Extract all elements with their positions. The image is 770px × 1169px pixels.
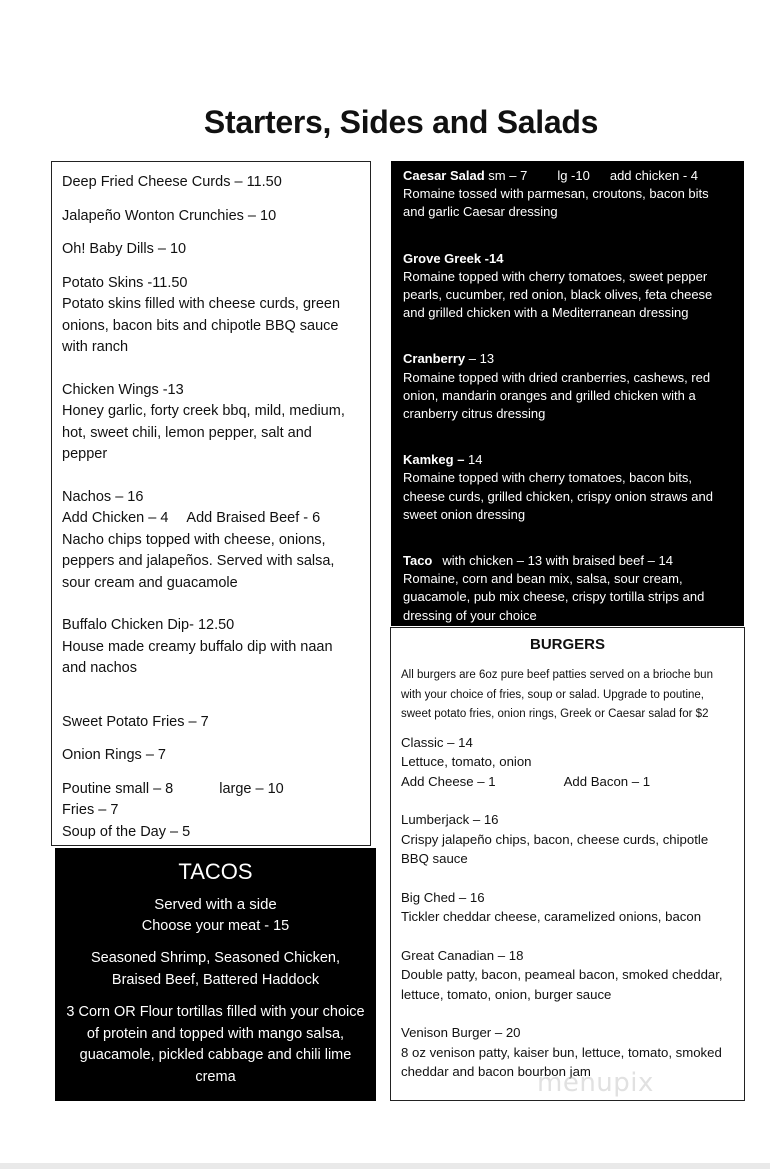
poutine-large: large – 10 <box>219 780 284 797</box>
salad-caesar-add: add chicken - 4 <box>609 168 699 183</box>
menupix-watermark: menupix <box>537 1068 654 1098</box>
nachos-addon-chicken: Add Chicken – 4 <box>62 510 169 526</box>
menu-item-nachos-desc: Nacho chips topped with cheese, onions, peppers and jalapeños. Served with salsa, sour cream and guacamole <box>62 531 335 591</box>
salad-cranberry-desc: Romaine topped with dried cranberries, cashews, red onion, mandarin oranges and grilled chicken with a cranberry citrus dressing <box>403 369 711 422</box>
menu-item-fries: Fries – 7 <box>62 802 119 818</box>
tacos-desc: 3 Corn OR Flour tortillas filled with your choice of protein and topped with mango salsa, guacamole, pickled cabbage and chili lime crema <box>66 1004 365 1085</box>
tacos-served: Served with a side <box>154 896 277 913</box>
salad-greek-name: Grove Greek -14 <box>403 250 504 266</box>
tacos-box <box>55 848 376 1101</box>
salad-kamkeg-price: 14 <box>468 452 483 468</box>
tacos-served-block <box>65 894 366 937</box>
menu-item-dills: Oh! Baby Dills – 10 <box>62 241 187 257</box>
nachos-addon-beef: Add Braised Beef - 6 <box>186 510 321 526</box>
menu-item-poutine <box>62 779 360 801</box>
tacos-desc-block <box>65 1002 366 1088</box>
burger-great-canadian-name: Great Canadian – 18 <box>401 947 524 963</box>
poutine-small: Poutine small – 8 <box>62 780 174 797</box>
burgers-intro: All burgers are 6oz pure beef patties served on a brioche bun with your choice of fries, soup or salad. Upgrade to poutine, sweet potato fries, onion rings, Greek or Caesar salad for $2 <box>401 669 713 721</box>
burger-classic-add-bacon: Add Bacon – 1 <box>563 773 651 789</box>
burger-classic-name: Classic – 14 <box>401 734 473 750</box>
salad-cranberry-name: Cranberry <box>403 351 466 367</box>
menu-item-buffalo-dip: Buffalo Chicken Dip- 12.50 <box>62 617 235 633</box>
burger-classic-add-cheese: Add Cheese – 1 <box>401 773 496 789</box>
salad-caesar <box>403 167 732 222</box>
salad-taco-prices: with chicken – 13 with braised beef – 14 <box>442 553 673 569</box>
burger-venison-name: Venison Burger – 20 <box>401 1025 521 1041</box>
salad-caesar-sm: sm – 7 <box>488 168 528 183</box>
tacos-choose: Choose your meat - 15 <box>141 917 290 934</box>
burger-venison-desc: 8 oz venison patty, kaiser bun, lettuce, tomato, smoked cheddar and bacon bourbon jam <box>401 1044 722 1080</box>
burgers-heading: BURGERS <box>529 636 605 653</box>
salad-kamkeg-desc: Romaine topped with cherry tomatoes, bacon bits, cheese curds, grilled chicken, crispy onion straws and sweet onion dressing <box>403 470 713 522</box>
tacos-meats-block <box>65 948 366 991</box>
starters-box <box>51 161 371 846</box>
salad-caesar-lg: lg -10 <box>557 168 590 183</box>
burger-lumberjack-desc: Crispy jalapeño chips, bacon, cheese curds, chipotle BBQ sauce <box>401 831 709 867</box>
burger-big-ched-desc: Tickler cheddar cheese, caramelized onions, bacon <box>401 909 702 925</box>
burger-great-canadian-desc: Double patty, bacon, peameal bacon, smoked cheddar, lettuce, tomato, onion, burger sauce <box>401 967 723 1002</box>
salad-taco <box>403 552 732 625</box>
page-title: Starters, Sides and Salads <box>203 104 599 140</box>
menu-item-soup: Soup of the Day – 5 <box>62 823 191 840</box>
tacos-heading: TACOS <box>178 859 253 884</box>
burgers-box <box>390 627 745 1101</box>
tacos-meats: Seasoned Shrimp, Seasoned Chicken, Braised Beef, Battered Haddock <box>90 950 341 988</box>
burger-lumberjack <box>401 810 734 869</box>
salad-kamkeg <box>403 451 732 524</box>
menu-item-buffalo-dip-desc: House made creamy buffalo dip with naan and nachos <box>62 638 333 676</box>
salad-caesar-desc: Romaine tossed with parmesan, croutons, bacon bits and garlic Caesar dressing <box>403 186 709 220</box>
salad-kamkeg-name: Kamkeg – <box>403 452 465 468</box>
menu-item-nachos: Nachos – 16 <box>62 488 144 505</box>
burger-great-canadian <box>401 946 734 1005</box>
salad-greek <box>403 250 732 323</box>
menu-item-onion-rings: Onion Rings – 7 <box>62 747 166 763</box>
burger-classic <box>401 733 734 792</box>
menu-item-wonton: Jalapeño Wonton Crunchies – 10 <box>62 207 277 224</box>
salad-caesar-name: Caesar Salad <box>403 168 485 183</box>
burger-lumberjack-name: Lumberjack – 16 <box>401 812 499 828</box>
menu-item-nachos-addons <box>62 508 360 530</box>
salad-cranberry-price: – 13 <box>468 351 495 367</box>
salads-box <box>391 161 744 626</box>
menu-item-cheese-curds: Deep Fried Cheese Curds – 11.50 <box>62 174 282 190</box>
bottom-strip <box>0 1163 770 1169</box>
salad-cranberry <box>403 350 732 423</box>
burger-big-ched <box>401 888 734 927</box>
menu-item-potato-skins-desc: Potato skins filled with cheese curds, green onions, bacon bits and chipotle BBQ sauce with ranch <box>62 296 341 355</box>
menu-item-sweet-fries: Sweet Potato Fries – 7 <box>62 713 209 730</box>
menu-item-wings-desc: Honey garlic, forty creek bbq, mild, medium, hot, sweet chili, lemon pepper, salt and pepper <box>62 403 345 462</box>
menu-item-wings: Chicken Wings -13 <box>62 381 184 398</box>
salad-taco-name: Taco <box>403 553 433 569</box>
burger-classic-desc: Lettuce, tomato, onion <box>401 754 532 770</box>
salad-taco-desc: Romaine, corn and bean mix, salsa, sour cream, guacamole, pub mix cheese, crispy tortilla strips and dressing of your choice <box>403 571 705 623</box>
burger-big-ched-name: Big Ched – 16 <box>401 889 485 905</box>
menu-item-potato-skins: Potato Skins -11.50 <box>62 274 188 291</box>
salad-greek-desc: Romaine topped with cherry tomatoes, sweet pepper pearls, cucumber, red onion, black olives, feta cheese and grilled chicken with a Mediterranean dressing <box>403 268 713 321</box>
